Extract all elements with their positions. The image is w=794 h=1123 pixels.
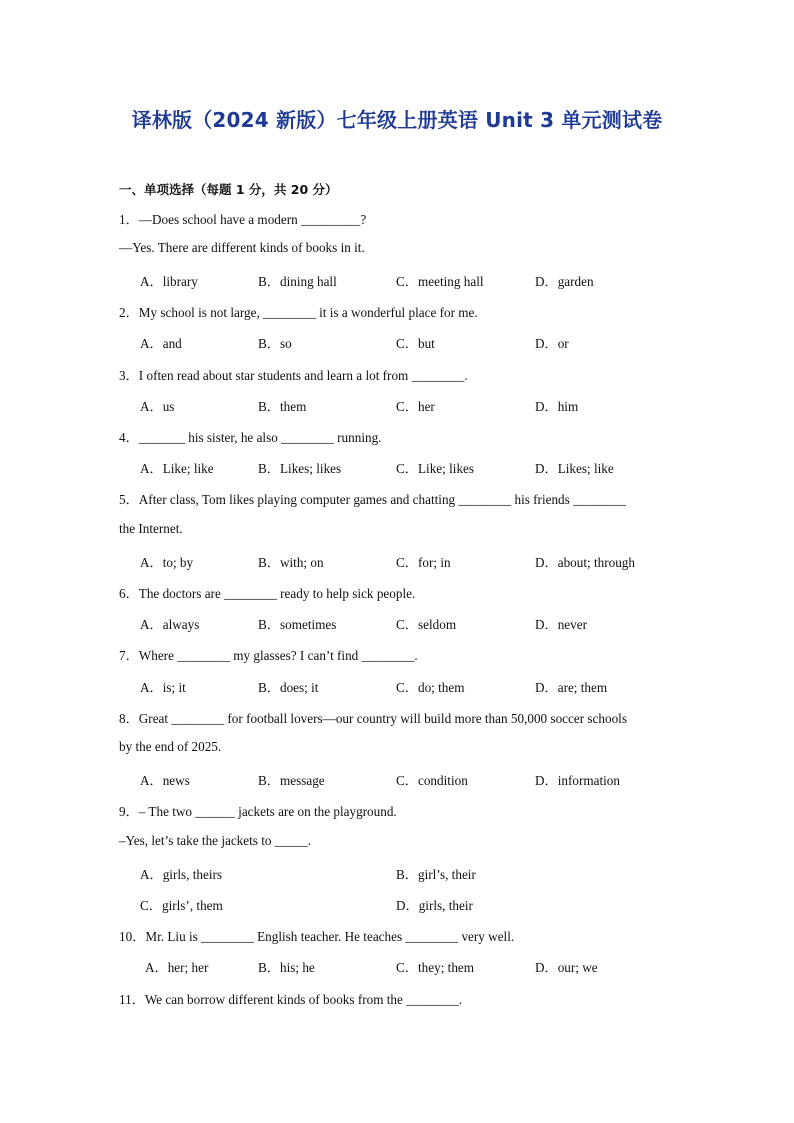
option-b: B．Likes; likes (258, 461, 342, 476)
question-line: 1．—Does school have a modern _________? (119, 212, 367, 227)
option-a: A．always (140, 617, 200, 632)
question-line: 2．My school is not large, ________ it is a wonderful place for me. (119, 305, 478, 320)
option-a: A．news (140, 773, 190, 788)
question-line: —Yes. There are different kinds of books in it. (119, 240, 365, 255)
question-line: 11．We can borrow different kinds of books from the ________. (119, 992, 463, 1007)
option-d: D．are; them (535, 680, 608, 695)
option-b: B．message (258, 773, 325, 788)
option-d: D．Likes; like (535, 461, 614, 476)
option-d: D．garden (535, 274, 594, 289)
option-d: D．information (535, 773, 620, 788)
option-a: A．library (140, 274, 198, 289)
option-b: B．so (258, 336, 292, 351)
option-c: C．her (396, 399, 435, 414)
question-line: 7．Where ________ my glasses? I can’t find ________. (119, 648, 418, 663)
option-d: D．about; through (535, 555, 635, 570)
document-title: 译林版（2024 新版）七年级上册英语 Unit 3 单元测试卷 (131, 108, 663, 132)
option-c: C．girls’, them (140, 898, 223, 913)
question-line: by the end of 2025. (119, 739, 222, 754)
option-a: A．girls, theirs (140, 867, 223, 882)
question-line: 5．After class, Tom likes playing computer games and chatting ________ his friends ________ (119, 492, 626, 507)
question-line: –Yes, let’s take the jackets to _____. (119, 833, 312, 848)
option-b: B．his; he (258, 960, 315, 975)
option-d: D．or (535, 336, 569, 351)
question-line: 9．– The two ______ jackets are on the playground. (119, 804, 397, 819)
question-line: 10．Mr. Liu is ________ English teacher. He teaches ________ very well. (119, 929, 515, 944)
section-heading: 一、单项选择（每题 1 分，共 20 分） (119, 182, 338, 197)
question-line: 6．The doctors are ________ ready to help sick people. (119, 586, 416, 601)
question-line: 3．I often read about star students and learn a lot from ________. (119, 368, 468, 383)
option-a: A．Like; like (140, 461, 214, 476)
option-c: C．for; in (396, 555, 451, 570)
option-b: B．girl’s, their (396, 867, 476, 882)
option-c: C．Like; likes (396, 461, 475, 476)
question-line: 4．_______ his sister, he also ________ running. (119, 430, 382, 445)
option-c: C．meeting hall (396, 274, 484, 289)
option-a: A．us (140, 399, 175, 414)
option-c: C．but (396, 336, 435, 351)
option-d: D．him (535, 399, 579, 414)
option-d: D．our; we (535, 960, 598, 975)
option-d: D．never (535, 617, 587, 632)
option-c: C．seldom (396, 617, 457, 632)
option-c: C．do; them (396, 680, 465, 695)
option-a: A．her; her (145, 960, 209, 975)
option-c: C．condition (396, 773, 468, 788)
question-line: 8．Great ________ for football lovers—our country will build more than 50,000 soccer schools (119, 711, 627, 726)
option-b: B．sometimes (258, 617, 337, 632)
option-b: B．them (258, 399, 307, 414)
option-a: A．is; it (140, 680, 186, 695)
question-line: the Internet. (119, 521, 183, 536)
option-a: A．to; by (140, 555, 194, 570)
option-a: A．and (140, 336, 182, 351)
option-b: B．does; it (258, 680, 319, 695)
option-b: B．dining hall (258, 274, 337, 289)
option-c: C．they; them (396, 960, 475, 975)
option-d: D．girls, their (396, 898, 473, 913)
option-b: B．with; on (258, 555, 324, 570)
